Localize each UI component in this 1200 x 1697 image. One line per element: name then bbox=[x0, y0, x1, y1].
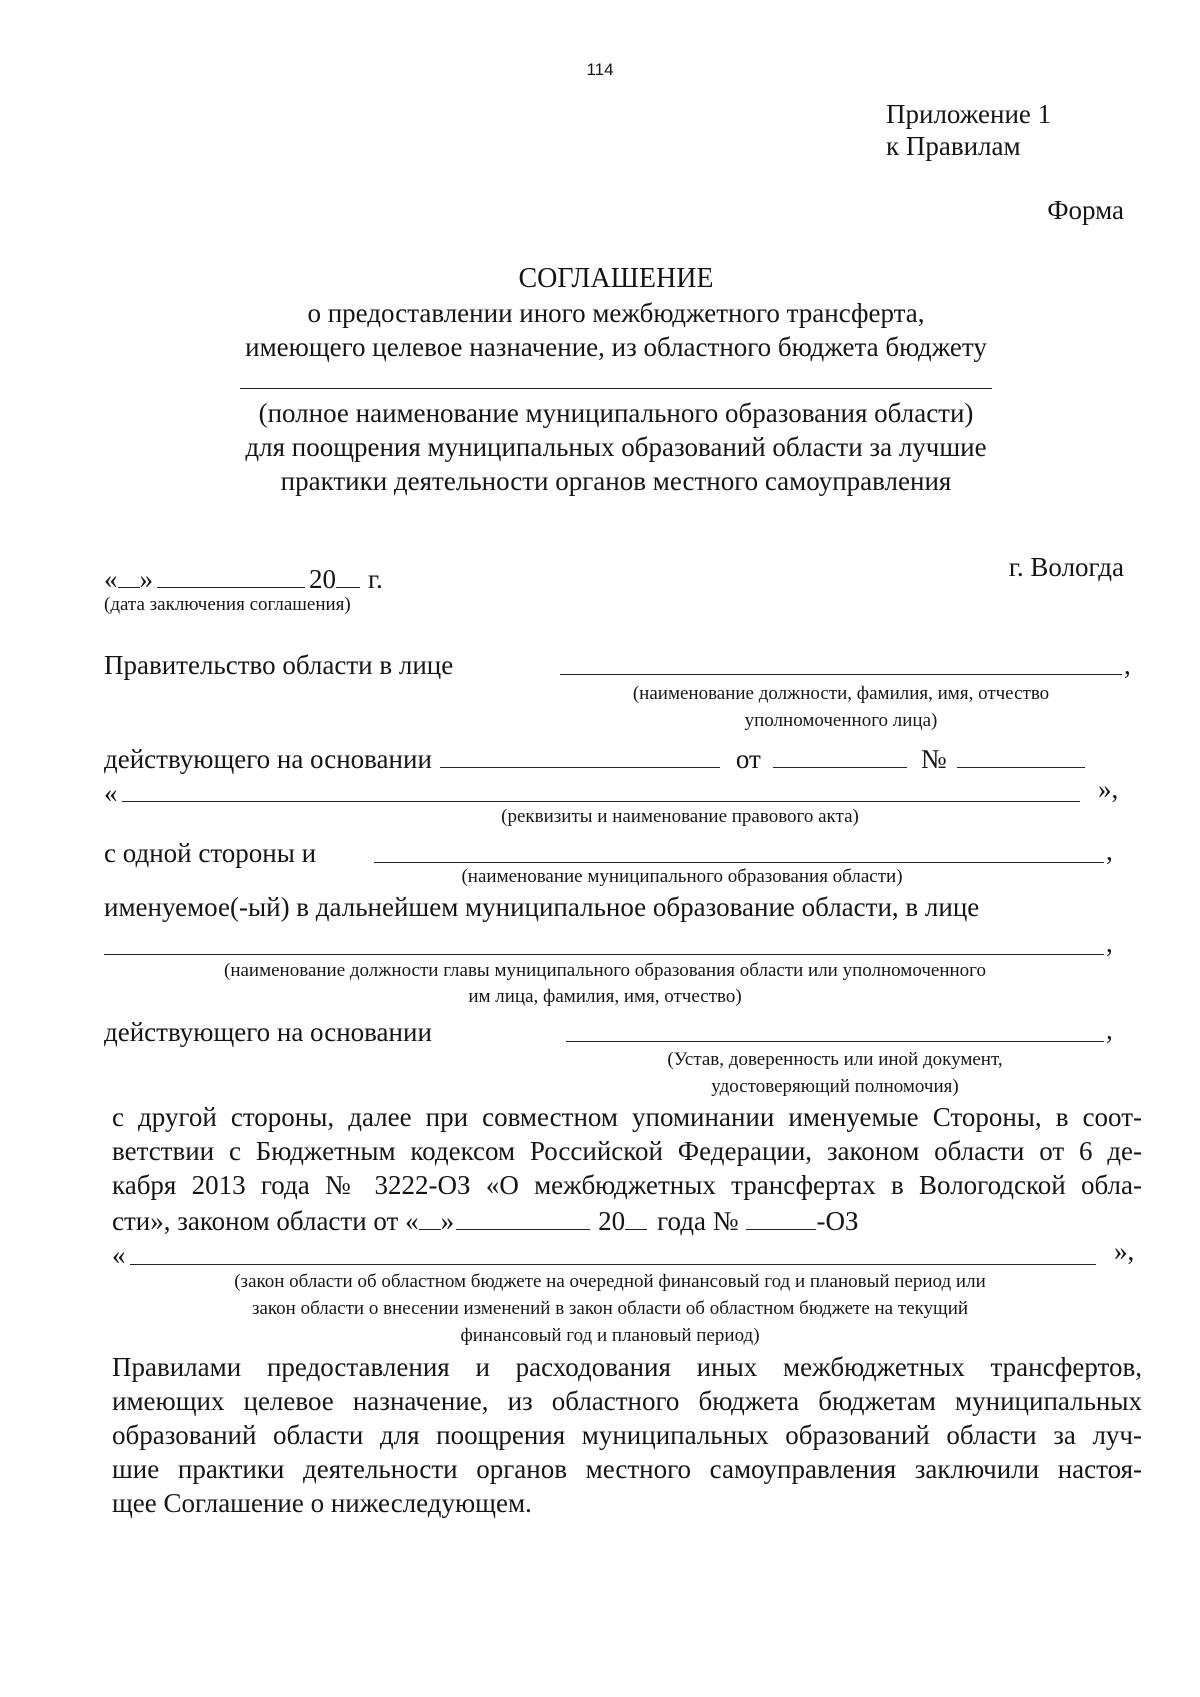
para1-line1: с другой стороны, далее при совместном упоминании именуемые Стороны, в соот- bbox=[112, 1102, 1142, 1132]
party1-act-line[interactable] bbox=[122, 801, 1080, 802]
para2-line4: шие практики деятельности органов местного самоуправления заключили настоя- bbox=[112, 1454, 1142, 1484]
party2-head-caption bbox=[100, 958, 1110, 1010]
party2-basis-comma: , bbox=[1106, 1015, 1113, 1045]
party1-basis-field[interactable] bbox=[440, 740, 720, 768]
party2-head-comma: , bbox=[1106, 928, 1113, 958]
party2-label: с одной стороны и bbox=[104, 838, 317, 868]
party1-date-field[interactable] bbox=[773, 740, 907, 768]
appendix-line1: Приложение 1 bbox=[886, 99, 1052, 129]
page-number-row bbox=[0, 60, 1200, 80]
para1-line2: ветствии с Бюджетным кодексом Российской Федерации, законом области от 6 де- bbox=[112, 1136, 1142, 1166]
law-year-field[interactable] bbox=[625, 1202, 647, 1230]
date-year-field[interactable] bbox=[336, 560, 360, 588]
party1-official-line[interactable] bbox=[560, 674, 1122, 675]
party2-comma: , bbox=[1106, 836, 1113, 866]
party2-basis-caption bbox=[566, 1046, 1104, 1100]
party1-act-quote-close: », bbox=[1098, 774, 1119, 804]
party2-head-line[interactable] bbox=[104, 954, 1104, 955]
date-close-quote: » bbox=[139, 564, 153, 594]
party1-basis-row bbox=[104, 740, 1085, 775]
party2-caption: (наименование муниципального образования области) bbox=[461, 866, 903, 887]
party1-number-label: № bbox=[920, 744, 947, 774]
date-line bbox=[104, 560, 383, 595]
party1-act-quote-open: « bbox=[104, 778, 118, 808]
party1-number-field[interactable] bbox=[957, 740, 1085, 768]
para1-line4-start: сти», законом области от « bbox=[112, 1206, 419, 1236]
party2-head-caption-line1: (наименование должности главы муниципального образования области или уполномоченного bbox=[224, 960, 986, 981]
party1-act-caption: (реквизиты и наименование правового акта) bbox=[501, 806, 859, 827]
date-year-prefix: 20 bbox=[309, 564, 336, 594]
law-name-line[interactable] bbox=[130, 1264, 1096, 1265]
law-quote-open: « bbox=[112, 1240, 126, 1270]
appendix-block bbox=[886, 98, 1051, 162]
para1-line3: кабря 2013 года № 3222-ОЗ «О межбюджетных трансфертах в Вологодской обла- bbox=[112, 1170, 1142, 1200]
party1-caption bbox=[560, 680, 1122, 734]
law-day-field[interactable] bbox=[419, 1202, 441, 1230]
city: г. Вологда bbox=[1008, 552, 1124, 582]
party1-caption-line1: (наименование должности, фамилия, имя, отчество bbox=[632, 683, 1050, 704]
para1-line4-year: 20 bbox=[598, 1206, 626, 1236]
law-caption-line1: (закон области об областном бюджете на очередной финансовый год и плановый период или bbox=[234, 1271, 986, 1292]
title-line3: для поощрения муниципальных образований области за лучшие bbox=[245, 432, 987, 462]
para1-line4-god: года № bbox=[657, 1206, 739, 1236]
para2-line3: образований области для поощрения муниципальных образований области за луч- bbox=[112, 1420, 1142, 1450]
party1-basis-label: действующего на основании bbox=[104, 744, 432, 774]
party2-name-line[interactable] bbox=[374, 862, 1104, 863]
party2-basis-label: действующего на основании bbox=[104, 1017, 432, 1047]
title-line1: о предоставлении иного межбюджетного трансферта, bbox=[307, 298, 925, 328]
law-quote-close: », bbox=[1114, 1236, 1135, 1266]
para1-line4-oz: -ОЗ bbox=[816, 1206, 859, 1236]
law-caption bbox=[100, 1268, 1120, 1349]
party1-label: Правительство области в лице bbox=[104, 650, 454, 680]
para1-line4-q: » bbox=[440, 1206, 455, 1236]
form-label: Форма bbox=[1047, 195, 1124, 225]
title-line2: имеющего целевое назначение, из областного бюджета бюджету bbox=[245, 332, 987, 362]
date-year-suffix: г. bbox=[368, 564, 383, 594]
date-month-field[interactable] bbox=[157, 560, 305, 588]
party1-from-label: от bbox=[735, 744, 761, 774]
title-line4: практики деятельности органов местного самоуправления bbox=[280, 466, 952, 496]
party2-basis-caption-line2: удостоверяющий полномочия) bbox=[711, 1076, 959, 1097]
law-caption-line2: закон области о внесении изменений в закон области об областном бюджете на текущий bbox=[251, 1298, 969, 1319]
party2-head-caption-line2: им лица, фамилия, имя, отчество) bbox=[468, 986, 742, 1007]
party1-comma: , bbox=[1124, 650, 1131, 680]
paragraph-2 bbox=[112, 1350, 1142, 1520]
para2-line5: щее Соглашение о нижеследующем. bbox=[112, 1488, 532, 1518]
para1-line4 bbox=[112, 1202, 859, 1237]
party2-basis-line[interactable] bbox=[566, 1041, 1104, 1042]
title-heading: СОГЛАШЕНИЕ bbox=[518, 263, 714, 294]
title-block-2 bbox=[160, 396, 1072, 498]
para2-line2: имеющих целевое назначение, из областного бюджета бюджетам муниципальных bbox=[112, 1386, 1142, 1416]
party2-basis-caption-line1: (Устав, доверенность или иной документ, bbox=[667, 1049, 1003, 1070]
law-caption-line3: финансовый год и плановый период) bbox=[460, 1325, 760, 1346]
appendix-line2: к Правилам bbox=[886, 131, 1021, 161]
municipality-name-line[interactable] bbox=[240, 388, 992, 389]
page-number: 114 bbox=[586, 60, 614, 79]
date-day-field[interactable] bbox=[118, 560, 140, 588]
title-block bbox=[160, 262, 1072, 364]
law-month-field[interactable] bbox=[456, 1202, 590, 1230]
date-caption: (дата заключения соглашения) bbox=[104, 594, 351, 615]
title-caption: (полное наименование муниципального образования области) bbox=[258, 398, 974, 428]
law-number-field[interactable] bbox=[746, 1202, 816, 1230]
para2-line1: Правилами предоставления и расходования иных межбюджетных трансфертов, bbox=[112, 1352, 1142, 1382]
party2-named-line: именуемое(-ый) в дальнейшем муниципальное образование области, в лице bbox=[104, 892, 980, 922]
date-open-quote: « bbox=[104, 564, 118, 594]
party1-caption-line2: уполномоченного лица) bbox=[744, 710, 938, 731]
paragraph-1 bbox=[112, 1100, 1142, 1202]
